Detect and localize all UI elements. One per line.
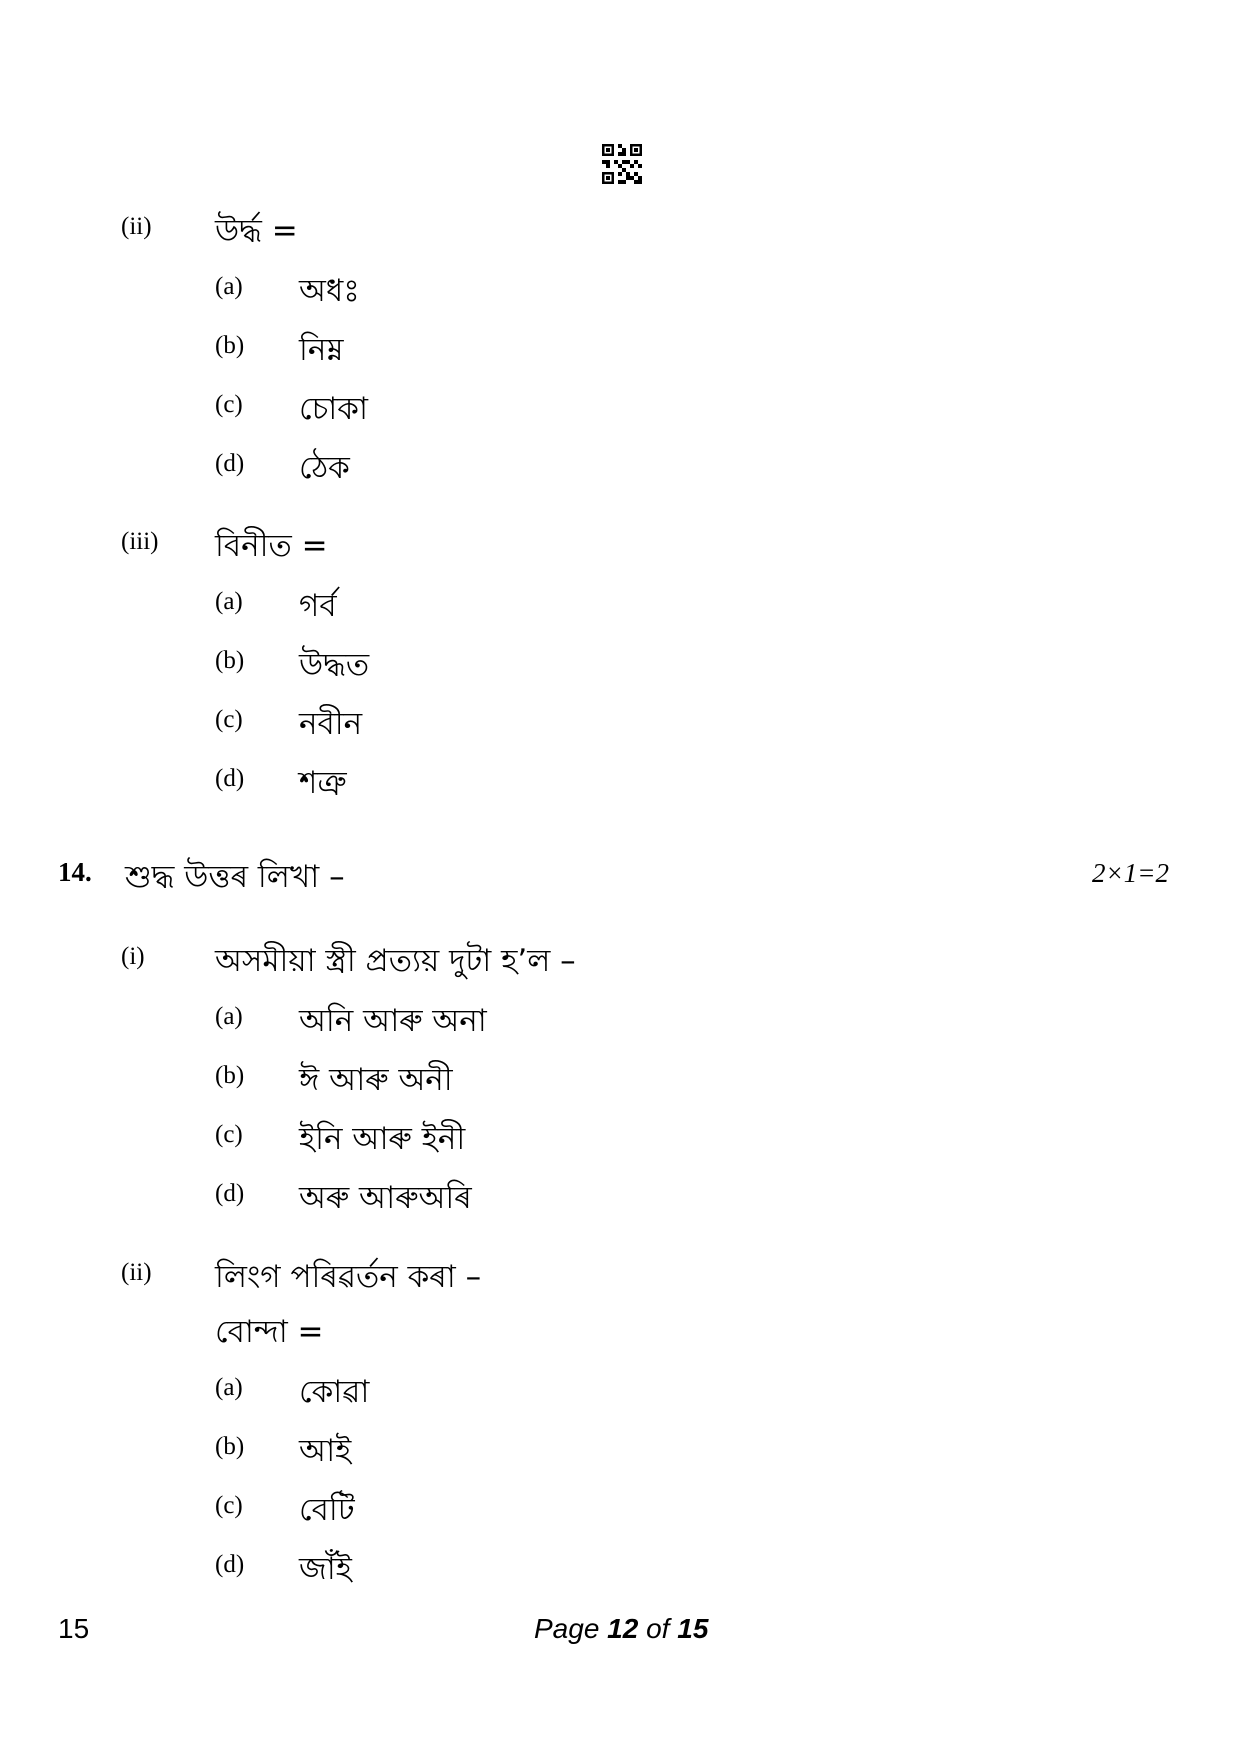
q14-ii-prompt: লিংগ পৰিৱৰ্তন কৰা – [215, 1259, 482, 1295]
q14-i-prompt: অসমীয়া স্ত্ৰী প্ৰত্যয় দুটা হ’ল – [215, 943, 576, 979]
q14-ii-a-label: (a) [215, 1374, 243, 1401]
q13-ii-prompt: উৰ্দ্ধ = [215, 213, 298, 249]
q14-number: 14. [58, 857, 92, 887]
q13-iii-prompt: বিনীত = [215, 528, 328, 564]
q13-iii-number: (iii) [121, 528, 159, 555]
footer-code: 15 [58, 1613, 90, 1644]
q13-iii-a-text: গৰ্ব [299, 588, 337, 624]
footer-page-current: 12 [607, 1613, 639, 1644]
q13-ii-a-label: (a) [215, 273, 243, 300]
footer-page-prefix: Page [534, 1613, 608, 1644]
q13-ii-b-label: (b) [215, 332, 245, 359]
q13-ii-d-label: (d) [215, 450, 245, 477]
q14-i-d-label: (d) [215, 1180, 245, 1207]
q14-ii-d-text: জাঁই [299, 1551, 352, 1587]
q13-ii-b-text: নিম্ন [299, 332, 344, 368]
q13-ii-d-text: ঠেক [299, 450, 350, 486]
q13-iii-c-label: (c) [215, 706, 243, 733]
q14-ii-number: (ii) [121, 1259, 152, 1286]
footer-page-total: 15 [677, 1613, 709, 1644]
q14-title: শুদ্ধ উত্তৰ লিখা – [125, 859, 345, 895]
q13-ii-c-text: চোকা [299, 391, 368, 427]
q14-marks: 2×1=2 [1092, 858, 1169, 888]
q13-iii-b-label: (b) [215, 647, 245, 674]
qr-code [602, 144, 642, 184]
q13-ii-c-label: (c) [215, 391, 243, 418]
q14-i-b-label: (b) [215, 1062, 245, 1089]
q14-ii-c-text: বেটি [299, 1492, 355, 1528]
q13-iii-b-text: উদ্ধত [299, 647, 370, 683]
footer-page-indicator [534, 1613, 708, 1645]
q14-i-a-label: (a) [215, 1003, 243, 1030]
q14-ii-d-label: (d) [215, 1551, 245, 1578]
q13-iii-a-label: (a) [215, 588, 243, 615]
q14-ii-a-text: কোৱা [299, 1374, 370, 1410]
q14-i-c-label: (c) [215, 1121, 243, 1148]
q14-ii-b-text: আই [299, 1433, 352, 1469]
q14-i-d-text: অৰু আৰুঅৰি [299, 1180, 472, 1216]
q13-ii-a-text: অধঃ [299, 273, 360, 309]
q14-i-number: (i) [121, 943, 145, 970]
q14-i-a-text: অনি আৰু অনা [299, 1003, 487, 1039]
q13-iii-d-text: শত্ৰু [299, 765, 347, 801]
q14-ii-c-label: (c) [215, 1492, 243, 1519]
q13-ii-number: (ii) [121, 213, 152, 240]
q14-i-c-text: ইনি আৰু ইনী [299, 1121, 466, 1157]
q13-iii-d-label: (d) [215, 765, 245, 792]
q14-i-b-text: ঈ আৰু অনী [299, 1062, 453, 1098]
q13-iii-c-text: নবীন [299, 706, 363, 742]
q14-ii-b-label: (b) [215, 1433, 245, 1460]
q14-ii-subprompt: বোন্দা = [215, 1314, 324, 1350]
footer-page-of: of [638, 1613, 678, 1644]
